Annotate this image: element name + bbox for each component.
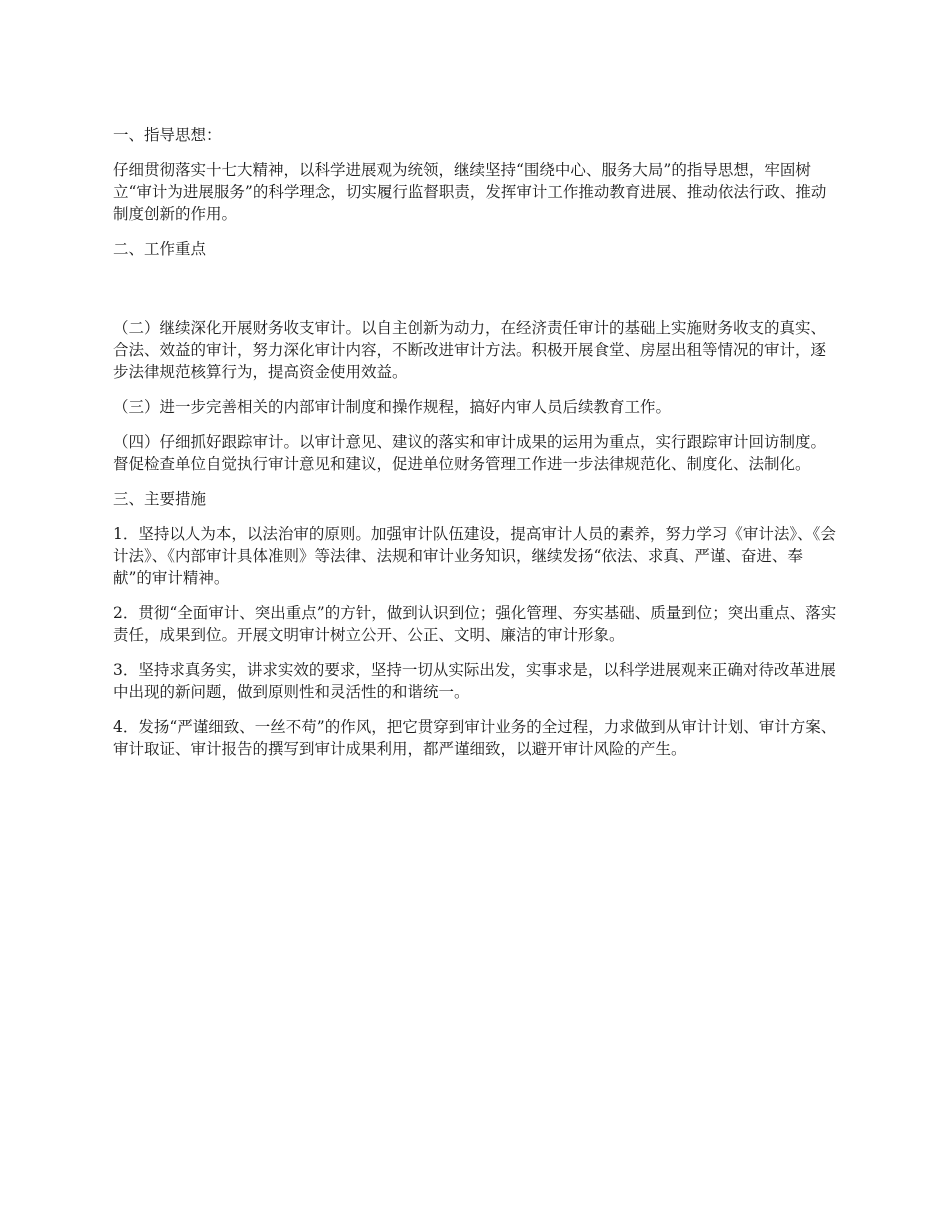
section3-item-3: 3．坚持求真务实，讲求实效的要求，坚持一切从实际出发，实事求是，以科学进展观来正确对待改革进展中出现的新问题，做到原则性和灵活性的和谐统一。 xyxy=(113,661,836,701)
section2-item-4: （四）仔细抓好跟踪审计。以审计意见、建议的落实和审计成果的运用为重点，实行跟踪审计回访制度。督促检查单位自觉执行审计意见和建议，促进单位财务管理工作进一步法律规范化、制度化、法制化。 xyxy=(113,433,827,473)
section2-item-3: （三）进一步完善相关的内部审计制度和操作规程，搞好内审人员后续教育工作。 xyxy=(113,398,672,416)
section3-item-2: 2．贯彻“全面审计、突出重点”的方针，做到认识到位；强化管理、夯实基础、质量到位；突出重点、落实责任，成果到位。开展文明审计树立公开、公正、文明、廉洁的审计形象。 xyxy=(113,604,837,644)
section3-item-1: 1．坚持以人为本，以法治审的原则。加强审计队伍建设，提高审计人员的素养，努力学习《审计法》、《会计法》、《内部审计具体准则》等法律、法规和审计业务知识，继续发扬“依法、求真、严谨、奋进、奉献”的审计精神。 xyxy=(113,525,836,587)
section3-heading: 三、主要措施 xyxy=(113,490,207,508)
blank-gap xyxy=(113,273,838,317)
section1-body: 仔细贯彻落实十七大精神，以科学进展观为统领，继续坚持“围绕中心、服务大局”的指导思想，牢固树立“审计为进展服务”的科学理念，切实履行监督职责，发挥审计工作推动教育进展、推动依法行政、推动制度创新的作用。 xyxy=(113,161,827,223)
section2-heading: 二、工作重点 xyxy=(113,240,207,258)
section3-item-4: 4．发扬“严谨细致、一丝不苟”的作风，把它贯穿到审计业务的全过程，力求做到从审计计划、审计方案、审计取证、审计报告的撰写到审计成果利用，都严谨细致，以避开审计风险的产生。 xyxy=(113,718,837,758)
section2-item-2: （二）继续深化开展财务收支审计。以自主创新为动力，在经济责任审计的基础上实施财务收支的真实、合法、效益的审计，努力深化审计内容，不断改进审计方法。积极开展食堂、房屋出租等情况的审计，逐步法律规范核算行为，提高资金使用效益。 xyxy=(113,319,827,381)
section1-heading: 一、指导思想： xyxy=(113,126,222,144)
document-page xyxy=(113,124,838,773)
